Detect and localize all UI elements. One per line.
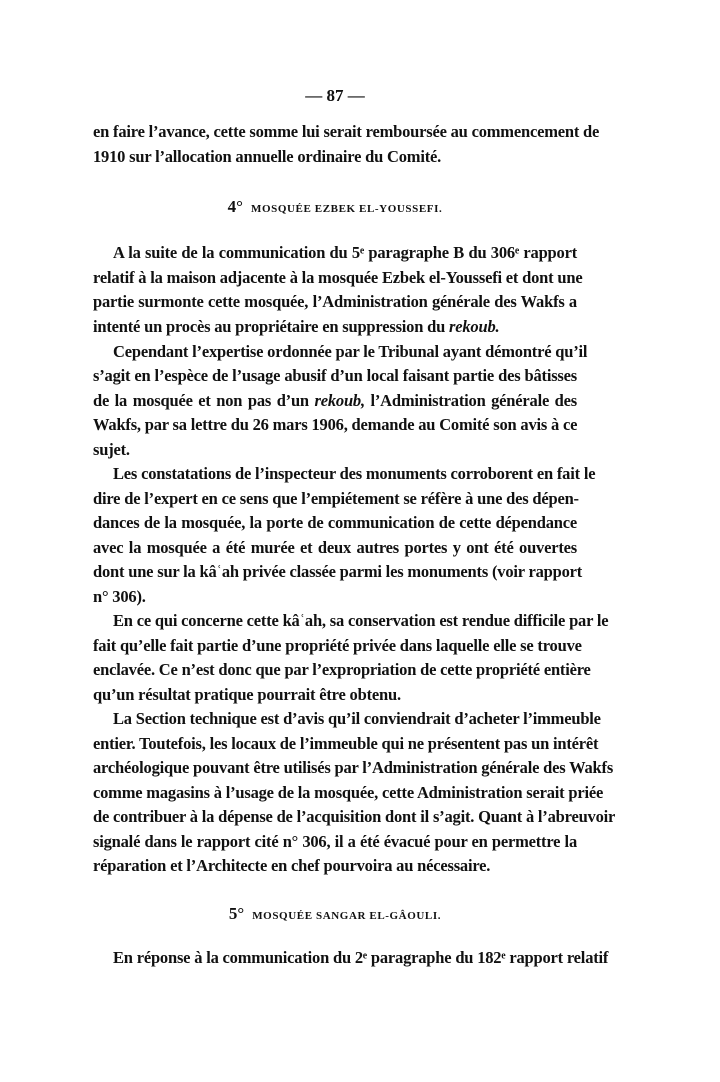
text-line: entier. Toutefois, les locaux de l’immeuble qui ne présentent pas un intérêt [93, 734, 599, 753]
text-line: réparation et l’Architecte en chef pourvoira au nécessaire. [93, 856, 491, 875]
text-line: de contribuer à la dépense de l’acquisition dont il s’agit. Quant à l’abreuvoir [93, 807, 616, 826]
text-line: fait qu’elle fait partie d’une propriété privée dans laquelle elle se trouve [93, 636, 582, 655]
text-line: Les constatations de l’inspecteur des monuments corroborent en fait le [113, 464, 596, 483]
italic-term: rekoub. [449, 317, 500, 336]
text-line: n° 306). [93, 587, 146, 606]
section-number: 4° [227, 197, 243, 216]
text-line: comme magasins à l’usage de la mosquée, cette Administration serait priée [93, 783, 604, 802]
text-line: en faire l’avance, cette somme lui serait remboursée au commencement de [93, 122, 600, 141]
text-line: Wakfs, par sa lettre du 26 mars 1906, demande au Comité son avis à ce [93, 415, 578, 434]
section-title: MOSQUÉE SANGAR EL-GÂOULI. [252, 910, 442, 922]
page-number: — 87 — [305, 86, 365, 105]
text-line: qu’un résultat pratique pourrait être obtenu. [93, 685, 401, 704]
text-segment: intenté un procès au propriétaire en suppression du [93, 317, 446, 336]
section-number: 5° [228, 904, 245, 923]
text-line: En ce qui concerne cette kâʿah, sa conservation est rendue difficile par le [113, 611, 609, 630]
text-line: dances de la mosquée, la porte de communication de cette dépendance [93, 513, 577, 532]
text-line: dire de l’expert en ce sens que l’empiétement se réfère à une des dépen- [93, 489, 579, 508]
text-line: signalé dans le rapport cité n° 306, il a été évacué pour en permettre la [93, 832, 577, 851]
text-segment: l’Administration générale des [370, 391, 577, 410]
text-line: Cependant l’expertise ordonnée par le Tribunal ayant démontré qu’il [113, 342, 588, 361]
text-line: A la suite de la communication du 5ᵉ paragraphe B du 306ᵉ rapport [113, 243, 577, 262]
text-line: relatif à la maison adjacente à la mosquée Ezbek el-Youssefi et dont une [93, 268, 583, 287]
text-segment: de la mosquée et non pas d’un [93, 391, 309, 410]
text-line: s’agit en l’espèce de l’usage abusif d’un local faisant partie des bâtisses [93, 366, 577, 385]
text-line: dont une sur la kâʿah privée classée parmi les monuments (voir rapport [93, 562, 583, 581]
text-line [93, 315, 577, 339]
text-line: archéologique pouvant être utilisés par l’Administration générale des Wakfs [93, 758, 614, 777]
section-heading [93, 904, 577, 924]
text-line [93, 389, 577, 413]
text-line: enclavée. Ce n’est donc que par l’expropriation de cette propriété entière [93, 660, 591, 679]
text-line: sujet. [93, 440, 130, 459]
text-line: partie surmonte cette mosquée, l’Administration générale des Wakfs a [93, 292, 577, 311]
text-line: 1910 sur l’allocation annuelle ordinaire du Comité. [93, 147, 442, 166]
text-line: avec la mosquée a été murée et deux autres portes y ont été ouvertes [93, 538, 577, 557]
section-title: MOSQUÉE EZBEK EL-YOUSSEFI. [250, 203, 443, 215]
section-heading [93, 197, 577, 217]
italic-term: rekoub, [314, 391, 365, 410]
text-line: En réponse à la communication du 2ᵉ paragraphe du 182ᵉ rapport relatif [113, 948, 609, 967]
text-line: La Section technique est d’avis qu’il conviendrait d’acheter l’immeuble [113, 709, 601, 728]
